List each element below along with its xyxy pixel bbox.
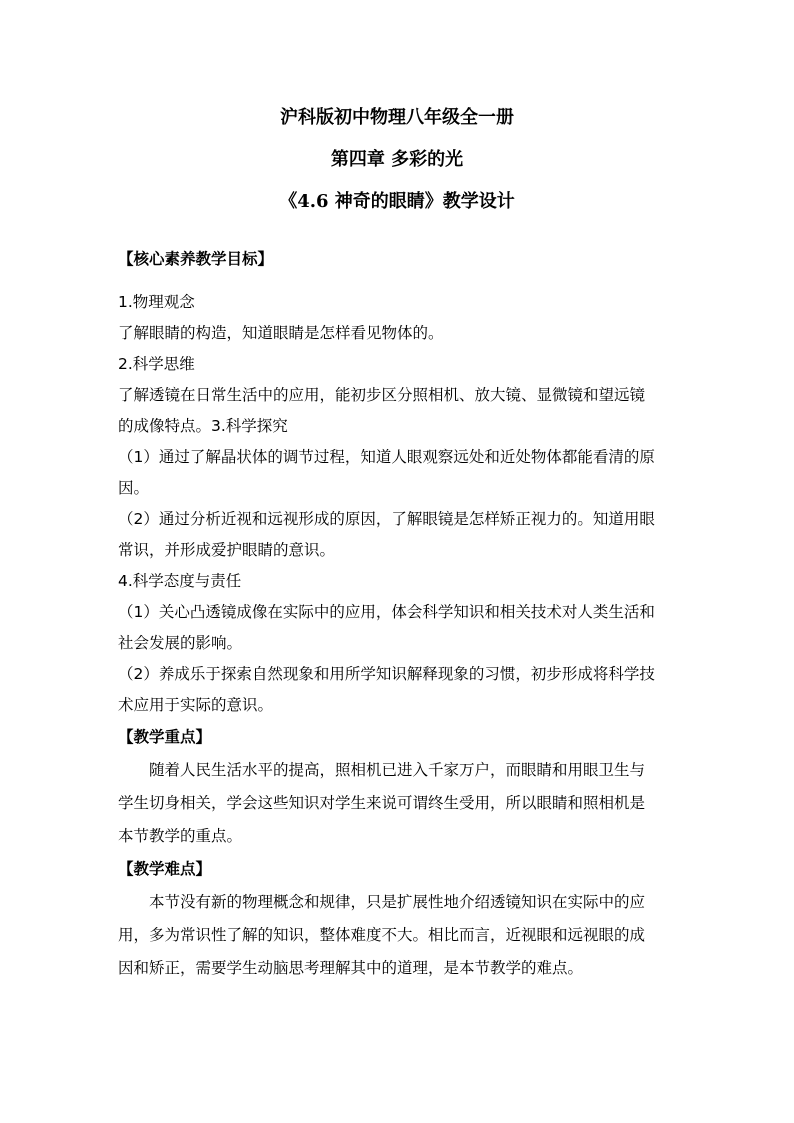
goal-item-title-1: 1.物理观念 [118, 293, 195, 311]
key-points-line-2: 学生切身相关，学会这些知识对学生来说可谓终生受用，所以眼睛和照相机是 [118, 794, 646, 812]
section-key-points [118, 721, 678, 853]
document-title-publisher: 沪科版初中物理八年级全一册 [280, 107, 514, 128]
difficult-points-line-3: 因和矫正，需要学生动脑思考理解其中的道理，是本节教学的难点。 [118, 959, 584, 977]
goal-item-text-2-line1: 了解透镜在日常生活中的应用，能初步区分照相机、放大镜、显微镜和望远镜 [118, 386, 646, 404]
difficult-points-line-2: 用，多为常识性了解的知识，整体难度不大。相比而言，近视眼和远视眼的成 [118, 926, 646, 944]
goal-item-title-2: 2.科学思维 [118, 355, 195, 373]
section-difficult-points [118, 853, 678, 985]
goal-item-3-p2-line2: 常识，并形成爱护眼睛的意识。 [118, 541, 336, 559]
goal-item-3-p1-line2: 因。 [118, 479, 150, 497]
section-core-goals [118, 244, 678, 721]
document-body [118, 244, 678, 985]
goal-item-text-1: 了解眼睛的构造，知道眼睛是怎样看见物体的。 [118, 324, 444, 342]
document-title-lesson: 《4.6 神奇的眼睛》教学设计 [279, 191, 515, 212]
difficult-points-line-1: 本节没有新的物理概念和规律，只是扩展性地介绍透镜知识在实际中的应 [149, 893, 646, 911]
goal-item-3-p1-line1: （1）通过了解晶状体的调节过程，知道人眼观察远处和近处物体都能看清的原 [118, 448, 655, 466]
goal-item-4-p2-line2: 术应用于实际的意识。 [118, 696, 274, 714]
key-points-line-3: 本节教学的重点。 [118, 827, 243, 845]
goal-item-text-2-line2: 的成像特点。3.科学探究 [118, 417, 288, 435]
goal-item-4-p1-line1: （1）关心凸透镜成像在实际中的应用，体会科学知识和相关技术对人类生活和 [118, 603, 655, 621]
goal-item-title-4: 4.科学态度与责任 [118, 572, 242, 590]
goal-item-4-p1-line2: 社会发展的影响。 [118, 634, 243, 652]
section-heading-core-goals: 【核心素养教学目标】 [118, 250, 274, 268]
key-points-line-1: 随着人民生活水平的提高，照相机已进入千家万户，而眼睛和用眼卫生与 [149, 761, 646, 779]
section-heading-key-points: 【教学重点】 [118, 728, 212, 746]
goal-item-4-p2-line1: （2）养成乐于探索自然现象和用所学知识解释现象的习惯，初步形成将科学技 [118, 665, 655, 683]
goal-item-3-p2-line1: （2）通过分析近视和远视形成的原因，了解眼镜是怎样矫正视力的。知道用眼 [118, 510, 655, 528]
document-title-chapter: 第四章 多彩的光 [330, 149, 464, 170]
section-heading-difficult-points: 【教学难点】 [118, 860, 212, 878]
